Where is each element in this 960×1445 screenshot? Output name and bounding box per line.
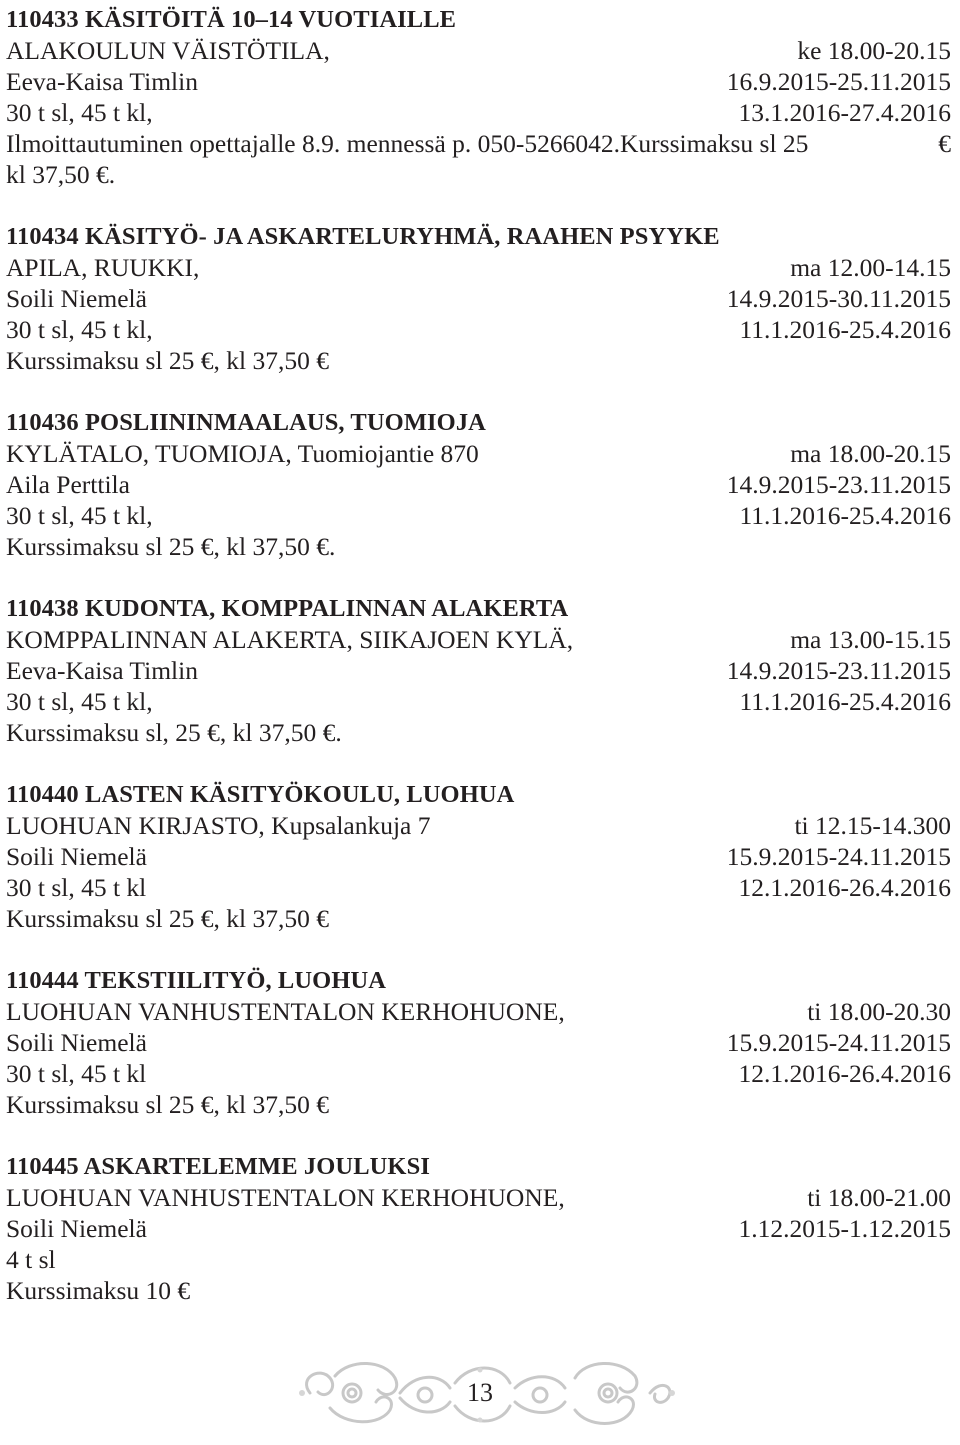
course-teacher: Soili Niemelä [6,1214,147,1243]
course-row-fee [6,1089,951,1120]
course-hours: 30 t sl, 45 t kl, [6,687,153,716]
course-separator [6,1120,951,1151]
course-hours: 30 t sl, 45 t kl, [6,501,153,530]
course-110433 [6,4,951,190]
course-row-hours [6,686,951,717]
course-autumn-dates: 16.9.2015-25.11.2015 [726,67,951,96]
course-fee: Kurssimaksu sl 25 €, kl 37,50 €. [6,532,336,561]
course-spring-dates: 11.1.2016-25.4.2016 [739,687,951,716]
course-title: 110445 ASKARTELEMME JOULUKSI [6,1153,430,1180]
course-fee: Kurssimaksu 10 € [6,1276,191,1305]
course-row-location [6,624,951,655]
course-row-teacher [6,841,951,872]
course-teacher: Soili Niemelä [6,842,147,871]
course-spring-dates: 11.1.2016-25.4.2016 [739,315,951,344]
course-fee: Kurssimaksu sl 25 €, kl 37,50 € [6,346,330,375]
course-110445 [6,1151,951,1306]
course-teacher: Aila Perttila [6,470,130,499]
course-location: LUOHUAN VANHUSTENTALON KERHOHUONE, [6,997,565,1026]
course-hours: 30 t sl, 45 t kl [6,1059,147,1088]
course-row-location [6,810,951,841]
course-110434 [6,221,951,376]
course-schedule: ma 12.00-14.15 [790,253,951,282]
course-row-location [6,1182,951,1213]
course-row-hours [6,1244,951,1275]
course-teacher: Soili Niemelä [6,284,147,313]
course-location: KYLÄTALO, TUOMIOJA, Tuomiojantie 870 [6,439,479,468]
course-location: LUOHUAN VANHUSTENTALON KERHOHUONE, [6,1183,565,1212]
course-row-teacher [6,1213,951,1244]
course-autumn-dates: 14.9.2015-30.11.2015 [726,284,951,313]
course-autumn-dates: 14.9.2015-23.11.2015 [726,470,951,499]
course-location: ALAKOULUN VÄISTÖTILA, [6,36,330,65]
course-row-location [6,252,951,283]
course-autumn-dates: 15.9.2015-24.11.2015 [726,842,951,871]
course-teacher: Eeva-Kaisa Timlin [6,656,198,685]
course-registration-note: Ilmoittautuminen opettajalle 8.9. mennessä p. 050-5266042.Kurssimaksu sl 25 [6,129,809,158]
course-row-fee [6,1275,951,1306]
course-row-location [6,35,951,66]
euro-sign: € [938,129,951,158]
course-title: 110436 POSLIININMAALAUS, TUOMIOJA [6,409,486,436]
course-dates: 1.12.2015-1.12.2015 [738,1214,951,1243]
course-row-hours [6,97,951,128]
course-separator [6,748,951,779]
course-110436 [6,407,951,562]
course-autumn-dates: 15.9.2015-24.11.2015 [726,1028,951,1057]
course-110438 [6,593,951,748]
course-110444 [6,965,951,1120]
course-fee: Kurssimaksu sl 25 €, kl 37,50 € [6,904,330,933]
course-row-teacher [6,283,951,314]
course-row-fee [6,903,951,934]
course-row-teacher [6,1027,951,1058]
course-fee: kl 37,50 €. [6,160,116,189]
course-listing-page [6,4,951,1306]
course-separator [6,190,951,221]
course-hours: 30 t sl, 45 t kl, [6,98,153,127]
course-title: 110438 KUDONTA, KOMPPALINNAN ALAKERTA [6,595,569,622]
course-spring-dates: 13.1.2016-27.4.2016 [738,98,951,127]
course-row-teacher [6,655,951,686]
course-location: LUOHUAN KIRJASTO, Kupsalankuja 7 [6,811,431,840]
course-hours: 4 t sl [6,1245,56,1274]
course-title: 110440 LASTEN KÄSITYÖKOULU, LUOHUA [6,781,515,808]
course-location: KOMPPALINNAN ALAKERTA, SIIKAJOEN KYLÄ, [6,625,574,654]
course-separator [6,562,951,593]
course-row-hours [6,314,951,345]
course-row-hours [6,872,951,903]
course-hours: 30 t sl, 45 t kl, [6,315,153,344]
course-row-teacher [6,469,951,500]
course-schedule: ke 18.00-20.15 [797,36,951,65]
course-schedule: ti 18.00-20.30 [807,997,951,1026]
course-row-hours [6,1058,951,1089]
course-row-teacher [6,66,951,97]
course-110440 [6,779,951,934]
course-row-hours [6,500,951,531]
course-schedule: ma 18.00-20.15 [790,439,951,468]
course-location: APILA, RUUKKI, [6,253,200,282]
course-title: 110434 KÄSITYÖ- JA ASKARTELURYHMÄ, RAAHEN PSYYKE [6,223,720,250]
page-footer [290,1348,690,1443]
course-schedule: ma 13.00-15.15 [790,625,951,654]
course-row-registration [6,128,951,159]
course-row-location [6,438,951,469]
course-spring-dates: 11.1.2016-25.4.2016 [739,501,951,530]
course-fee: Kurssimaksu sl 25 €, kl 37,50 € [6,1090,330,1119]
page-number: 13 [467,1378,493,1407]
course-row-fee [6,159,951,190]
course-schedule: ti 18.00-21.00 [807,1183,951,1212]
course-teacher: Eeva-Kaisa Timlin [6,67,198,96]
course-spring-dates: 12.1.2016-26.4.2016 [738,873,951,902]
course-fee: Kurssimaksu sl, 25 €, kl 37,50 €. [6,718,342,747]
course-row-fee [6,345,951,376]
course-separator [6,934,951,965]
course-autumn-dates: 14.9.2015-23.11.2015 [726,656,951,685]
course-title: 110444 TEKSTIILITYÖ, LUOHUA [6,967,387,994]
course-hours: 30 t sl, 45 t kl [6,873,147,902]
course-spring-dates: 12.1.2016-26.4.2016 [738,1059,951,1088]
course-row-location [6,996,951,1027]
course-separator [6,376,951,407]
course-row-fee [6,531,951,562]
course-title: 110433 KÄSITÖITÄ 10–14 VUOTIAILLE [6,6,457,33]
course-schedule: ti 12.15-14.300 [794,811,951,840]
course-teacher: Soili Niemelä [6,1028,147,1057]
course-row-fee [6,717,951,748]
